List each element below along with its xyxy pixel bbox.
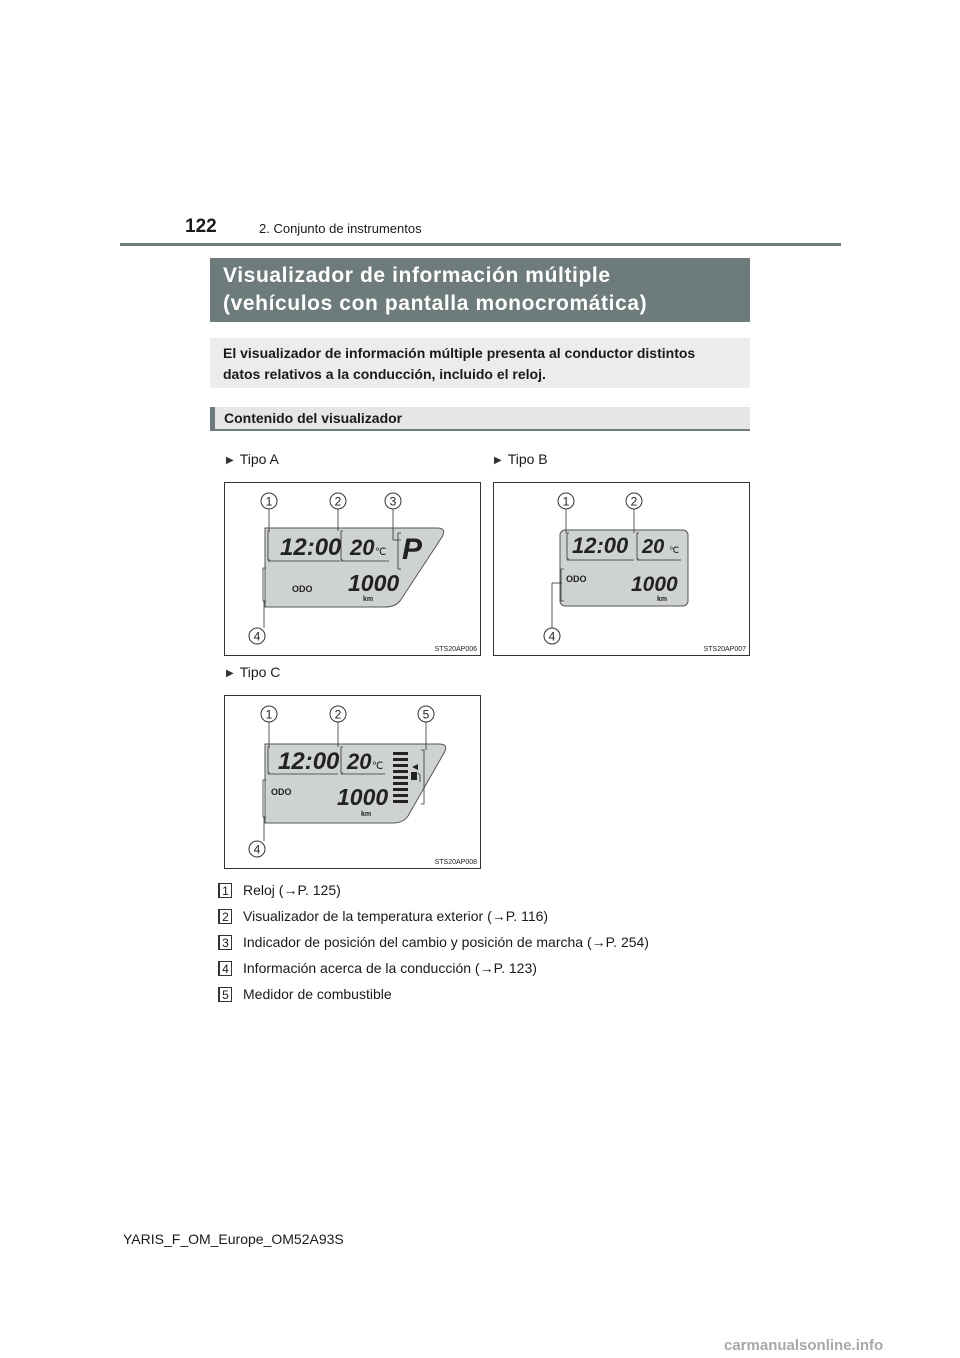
callout-1 [261,493,277,509]
legend-text: Información acerca de la conducción (→P. 123) [243,960,537,976]
figure-code: STS20AP007 [703,646,746,653]
triangle-bullet-icon: ▶ [226,455,234,466]
triangle-bullet-icon: ▶ [494,455,502,466]
intro-line-1: El visualizador de información múltiple presenta al conductor distintos [223,345,696,361]
clock-readout: 12:00 [572,533,629,558]
legend-text: Reloj (→P. 125) [243,882,341,898]
odo-label: ODO [292,584,313,594]
figure-type-b [493,482,750,656]
legend-text: Visualizador de la temperatura exterior (→P. 116) [243,908,549,924]
temp-readout: 20 [347,749,372,774]
svg-text:2: 2 [334,494,342,509]
legend-number: 5 [218,987,232,1002]
svg-text:4: 4 [253,842,261,857]
temp-unit: ℃ [375,547,387,558]
legend-item [218,882,341,904]
footer-code: YARIS_F_OM_Europe_OM52A93S [123,1231,344,1247]
svg-text:1: 1 [265,494,273,509]
watermark-link[interactable]: carmanualsonline.info [724,1337,884,1354]
temp-unit: ℃ [669,545,680,555]
clock-readout: 12:00 [280,534,342,561]
callout-1 [261,706,277,722]
svg-text:2: 2 [630,494,638,509]
odometer-readout: 1000 [337,784,389,810]
triangle-bullet-icon: ▶ [226,668,234,679]
legend-number: 4 [218,961,232,976]
caption-type-a [226,451,279,467]
svg-text:3: 3 [389,494,397,509]
callout-1 [558,493,574,509]
odo-label: ODO [271,787,292,797]
callout-2 [330,706,346,722]
legend-item [218,960,537,982]
legend-text: Medidor de combustible [243,986,392,1002]
svg-text:4: 4 [253,629,261,644]
odo-unit: km [657,596,668,603]
callout-2 [626,493,642,509]
legend-number: 2 [218,909,232,924]
page-heading [210,258,750,322]
callout-5 [418,706,434,722]
legend-item [218,986,392,1008]
page-heading-line-1: Visualizador de información múltiple [223,264,611,287]
caption-type-b-text: Tipo B [507,451,548,467]
svg-text:5: 5 [422,707,430,722]
page-heading-line-2: (vehículos con pantalla monocromática) [223,292,648,315]
callout-3 [385,493,401,509]
page-number: 122 [185,216,217,237]
callout-2 [330,493,346,509]
header-divider [120,243,841,246]
temp-unit: ℃ [372,761,384,772]
odo-unit: km [361,811,372,818]
callout-4 [249,628,265,644]
figure-code: STS20AP008 [434,859,477,866]
intro-line-2: datos relativos a la conducción, incluido el reloj. [223,366,546,382]
legend-item [218,934,649,956]
svg-text:1: 1 [562,494,570,509]
figure-type-c [224,695,481,869]
subheading: Contenido del visualizador [210,407,750,431]
svg-text:2: 2 [334,707,342,722]
legend-text: Indicador de posición del cambio y posición de marcha (→P. 254) [243,934,649,950]
odometer-readout: 1000 [348,570,400,596]
intro-text [210,338,750,388]
odo-unit: km [363,596,374,603]
temp-readout: 20 [642,536,665,558]
caption-type-c-text: Tipo C [239,664,281,680]
legend-number: 3 [218,935,232,950]
svg-text:1: 1 [265,707,273,722]
figure-type-a [224,482,481,656]
fuel-gauge-bars [393,752,408,803]
gear-position-readout: P [402,533,423,566]
odometer-readout: 1000 [631,573,678,596]
section-title: 2. Conjunto de instrumentos [259,221,422,236]
clock-readout: 12:00 [278,748,340,775]
callout-4 [249,841,265,857]
callout-4 [544,628,560,644]
legend-number: 1 [218,883,232,898]
temp-readout: 20 [350,535,375,560]
caption-type-b [494,451,548,467]
odo-label: ODO [566,574,587,584]
legend-item [218,908,548,930]
caption-type-c [226,664,280,680]
svg-text:4: 4 [548,629,556,644]
figure-code: STS20AP006 [434,646,477,653]
caption-type-a-text: Tipo A [239,451,279,467]
